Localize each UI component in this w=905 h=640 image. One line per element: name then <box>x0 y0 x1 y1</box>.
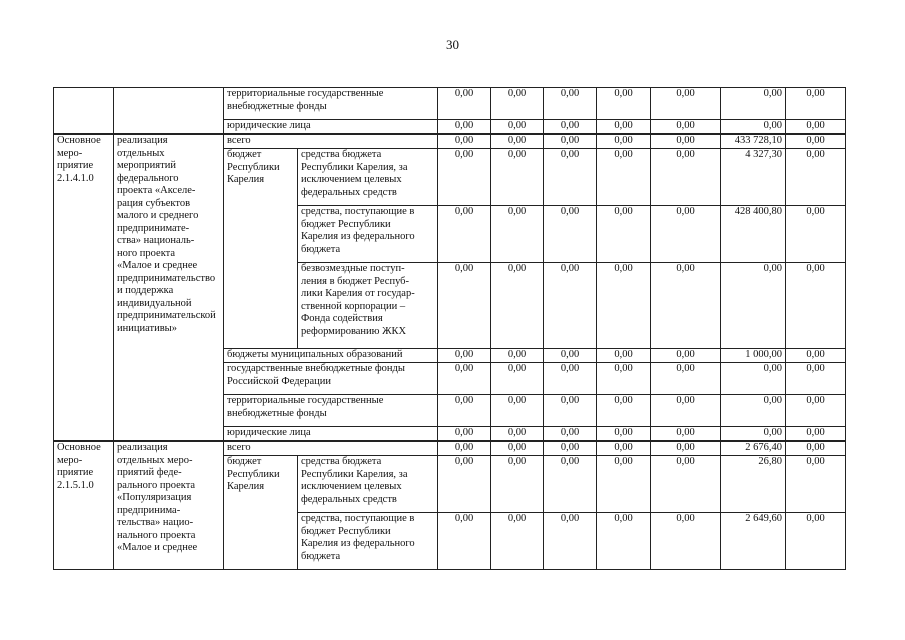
value-cell: 0,00 <box>491 427 544 442</box>
value-cell: 0,00 <box>651 263 721 349</box>
value-cell: 0,00 <box>651 513 721 570</box>
table-row <box>54 134 846 149</box>
value-cell: 26,80 <box>721 456 786 513</box>
source-label: юридические лица <box>224 427 438 442</box>
value-cell: 0,00 <box>491 349 544 363</box>
value-cell: 0,00 <box>786 395 846 427</box>
event-name: реализация отдельных меро- приятий феде- рального проекта «Популяризация предпринима- тельства» нацио- нального проекта «Малое и среднее <box>114 441 224 570</box>
budget-source-label: средства, поступающие в бюджет Республики Карелия из федерального бюджета <box>298 513 438 570</box>
value-cell: 0,00 <box>544 395 597 427</box>
value-cell: 2 649,60 <box>721 513 786 570</box>
budget-source-label: средства бюджета Республики Карелия, за исключением целевых федеральных средств <box>298 149 438 206</box>
value-cell: 0,00 <box>597 441 651 456</box>
value-cell: 0,00 <box>491 441 544 456</box>
value-cell: 0,00 <box>544 206 597 263</box>
value-cell: 0,00 <box>721 427 786 442</box>
value-cell: 0,00 <box>544 88 597 120</box>
value-cell: 1 000,00 <box>721 349 786 363</box>
value-cell: 0,00 <box>651 120 721 135</box>
value-cell: 0,00 <box>491 395 544 427</box>
value-cell: 0,00 <box>438 263 491 349</box>
value-cell: 0,00 <box>786 88 846 120</box>
value-cell: 0,00 <box>786 363 846 395</box>
value-cell: 0,00 <box>438 427 491 442</box>
value-cell: 0,00 <box>544 513 597 570</box>
value-cell: 0,00 <box>544 120 597 135</box>
value-cell: 0,00 <box>438 134 491 149</box>
value-cell: 0,00 <box>597 349 651 363</box>
event-code: Основное меро- приятие 2.1.4.1.0 <box>54 134 114 441</box>
value-cell: 0,00 <box>786 206 846 263</box>
value-cell: 0,00 <box>438 513 491 570</box>
value-cell: 0,00 <box>491 456 544 513</box>
value-cell: 0,00 <box>651 134 721 149</box>
code-cell <box>54 88 114 135</box>
value-cell: 0,00 <box>721 120 786 135</box>
budget-label: бюджет Республики Карелия <box>224 149 298 349</box>
value-cell: 0,00 <box>491 120 544 135</box>
value-cell: 4 327,30 <box>721 149 786 206</box>
value-cell: 0,00 <box>786 456 846 513</box>
value-cell: 0,00 <box>786 513 846 570</box>
value-cell: 0,00 <box>544 441 597 456</box>
value-cell: 0,00 <box>651 395 721 427</box>
value-cell: 0,00 <box>597 134 651 149</box>
value-cell: 0,00 <box>544 263 597 349</box>
value-cell: 0,00 <box>544 134 597 149</box>
value-cell: 0,00 <box>438 88 491 120</box>
value-cell: 0,00 <box>721 88 786 120</box>
budget-source-label: безвозмездные поступ- ления в бюджет Респуб- лики Карелия от государ- ственной корпорации – Фонда содействия реформированию ЖКХ <box>298 263 438 349</box>
value-cell: 0,00 <box>651 456 721 513</box>
value-cell: 0,00 <box>597 263 651 349</box>
value-cell: 0,00 <box>786 441 846 456</box>
value-cell: 0,00 <box>597 206 651 263</box>
value-cell: 0,00 <box>491 363 544 395</box>
value-cell: 0,00 <box>597 456 651 513</box>
value-cell: 0,00 <box>491 263 544 349</box>
value-cell: 0,00 <box>438 441 491 456</box>
source-label: бюджеты муниципальных образований <box>224 349 438 363</box>
total-label: всего <box>224 441 438 456</box>
value-cell: 0,00 <box>491 134 544 149</box>
value-cell: 0,00 <box>597 363 651 395</box>
value-cell: 0,00 <box>491 149 544 206</box>
value-cell: 0,00 <box>597 149 651 206</box>
value-cell: 0,00 <box>438 395 491 427</box>
value-cell: 0,00 <box>786 349 846 363</box>
value-cell: 0,00 <box>544 456 597 513</box>
source-label: территориальные государственные внебюджетные фонды <box>224 395 438 427</box>
table-row <box>54 441 846 456</box>
value-cell: 0,00 <box>597 513 651 570</box>
value-cell: 0,00 <box>721 363 786 395</box>
total-label: всего <box>224 134 438 149</box>
value-cell: 0,00 <box>651 427 721 442</box>
value-cell: 0,00 <box>651 441 721 456</box>
budget-source-label: средства бюджета Республики Карелия, за исключением целевых федеральных средств <box>298 456 438 513</box>
value-cell: 0,00 <box>651 206 721 263</box>
table-row <box>54 88 846 120</box>
event-code: Основное меро- приятие 2.1.5.1.0 <box>54 441 114 570</box>
value-cell: 0,00 <box>438 349 491 363</box>
value-cell: 0,00 <box>544 349 597 363</box>
value-cell: 428 400,80 <box>721 206 786 263</box>
value-cell: 0,00 <box>786 263 846 349</box>
value-cell: 0,00 <box>721 263 786 349</box>
value-cell: 0,00 <box>597 88 651 120</box>
value-cell: 0,00 <box>786 149 846 206</box>
value-cell: 0,00 <box>597 120 651 135</box>
value-cell: 0,00 <box>651 349 721 363</box>
value-cell: 0,00 <box>786 134 846 149</box>
budget-label: бюджет Республики Карелия <box>224 456 298 570</box>
value-cell: 0,00 <box>651 363 721 395</box>
budget-source-label: средства, поступающие в бюджет Республики Карелия из федерального бюджета <box>298 206 438 263</box>
name-cell <box>114 88 224 135</box>
value-cell: 0,00 <box>597 427 651 442</box>
value-cell: 433 728,10 <box>721 134 786 149</box>
value-cell: 0,00 <box>597 395 651 427</box>
value-cell: 0,00 <box>491 206 544 263</box>
value-cell: 0,00 <box>786 120 846 135</box>
value-cell: 0,00 <box>786 427 846 442</box>
value-cell: 0,00 <box>491 513 544 570</box>
source-label: юридические лица <box>224 120 438 135</box>
value-cell: 0,00 <box>438 120 491 135</box>
budget-table <box>53 87 846 570</box>
value-cell: 0,00 <box>651 88 721 120</box>
value-cell: 2 676,40 <box>721 441 786 456</box>
value-cell: 0,00 <box>544 427 597 442</box>
source-label: территориальные государственные внебюджетные фонды <box>224 88 438 120</box>
value-cell: 0,00 <box>438 363 491 395</box>
value-cell: 0,00 <box>651 149 721 206</box>
value-cell: 0,00 <box>721 395 786 427</box>
value-cell: 0,00 <box>544 363 597 395</box>
value-cell: 0,00 <box>438 456 491 513</box>
value-cell: 0,00 <box>438 206 491 263</box>
value-cell: 0,00 <box>491 88 544 120</box>
source-label: государственные внебюджетные фонды Российской Федерации <box>224 363 438 395</box>
page-number: 30 <box>446 37 459 52</box>
value-cell: 0,00 <box>544 149 597 206</box>
value-cell: 0,00 <box>438 149 491 206</box>
event-name: реализация отдельных мероприятий федерального проекта «Акселе- рация субъектов малого и среднего предпринимате- ства» националь- ного проекта «Малое и среднее предпринимательство и поддержка индивидуальной предпринимательской инициативы» <box>114 134 224 441</box>
